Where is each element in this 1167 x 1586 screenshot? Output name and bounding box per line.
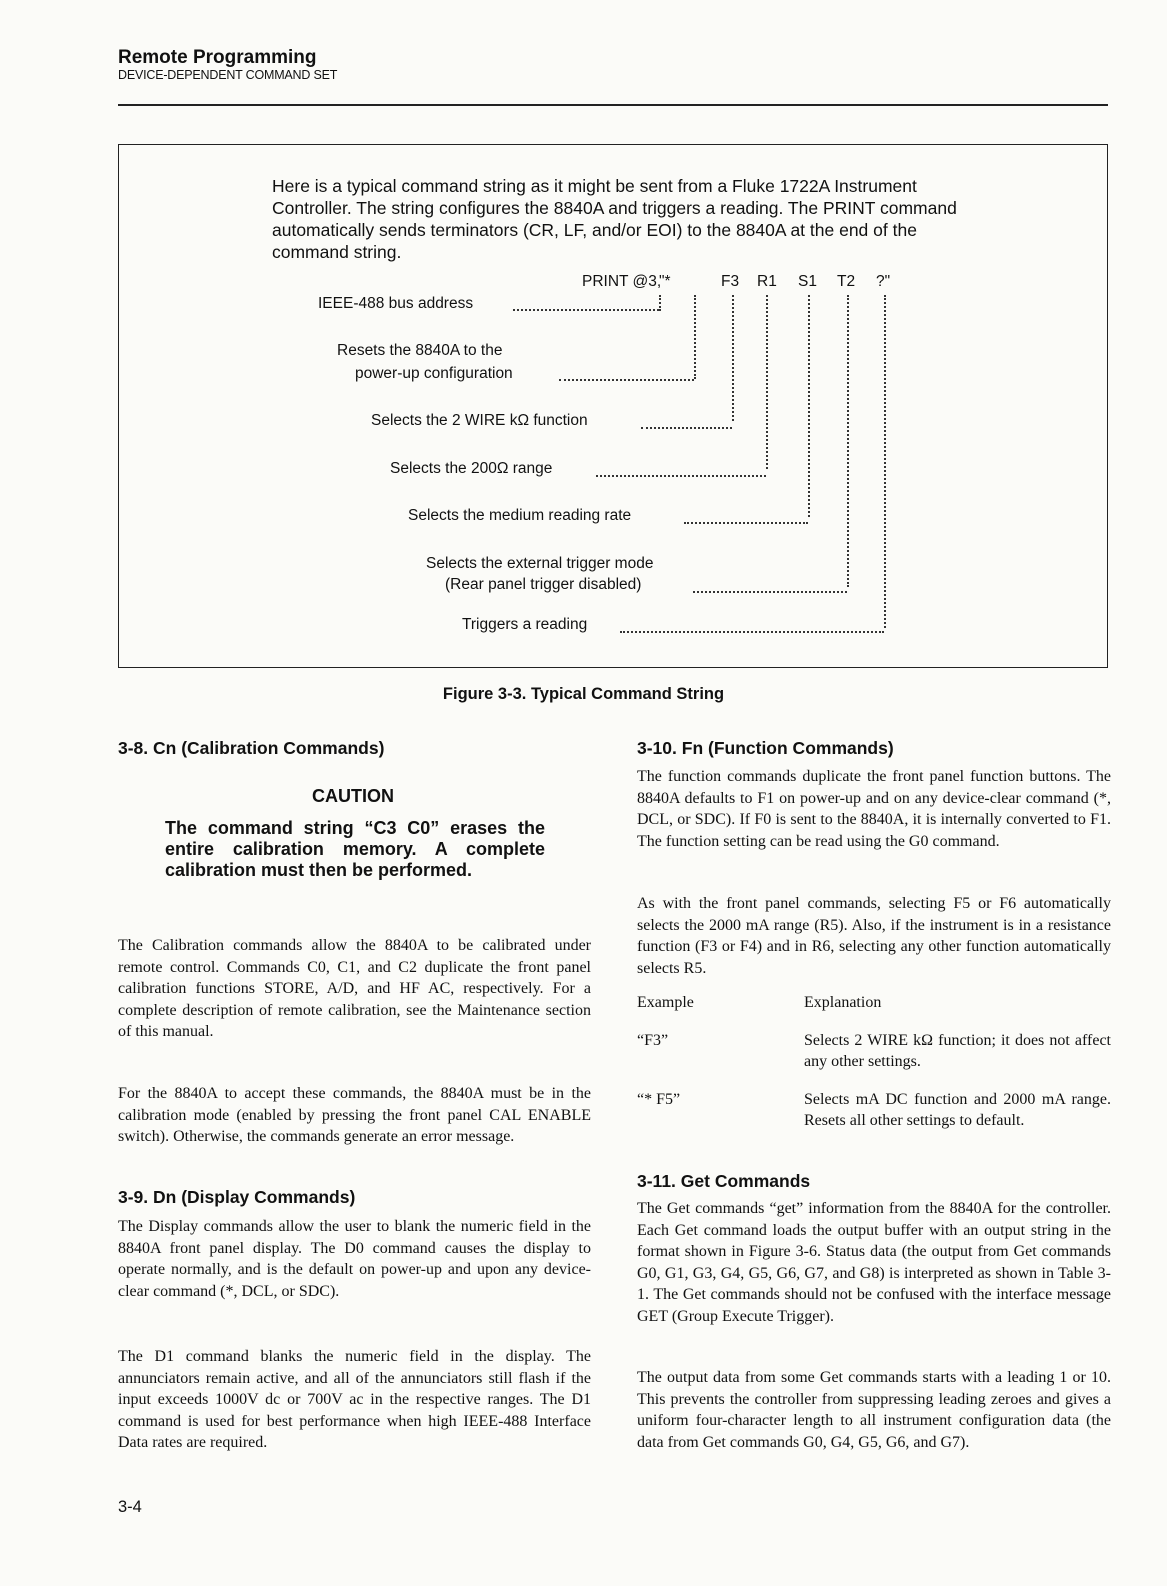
command-token-trigger: ?" xyxy=(876,273,891,290)
desc-trigger-text: Triggers a reading xyxy=(462,616,588,633)
example-2-command: “* F5” xyxy=(637,1091,681,1108)
example-1-command: “F3” xyxy=(637,1032,669,1049)
leader-vertical-reset xyxy=(694,295,696,379)
heading-3-8: 3-8. Cn (Calibration Commands) xyxy=(118,738,385,758)
page-number: 3-4 xyxy=(118,1498,142,1516)
desc-rate xyxy=(408,505,631,526)
explanation-header: Explanation xyxy=(804,994,882,1011)
section-title: Remote Programming xyxy=(118,47,317,68)
leader-vertical-r1 xyxy=(766,295,768,469)
desc-trigger-mode xyxy=(426,553,653,574)
heading-3-11: 3-11. Get Commands xyxy=(637,1171,811,1191)
figure-intro-text: Here is a typical command string as it might be sent from a Fluke 1722A Instrument Controller. The string configures the 8840A and triggers a reading. The PRINT command automatically sends terminators (CR, LF, and/or EOI) to the 8840A at the end of the command string. xyxy=(272,176,957,262)
example-2-explanation: Selects mA DC function and 2000 mA range. Resets all other settings to default. xyxy=(804,1091,1111,1129)
leader-trigger xyxy=(620,631,884,633)
example-1-explanation: Selects 2 WIRE kΩ function; it does not affect any other settings. xyxy=(804,1032,1111,1070)
leader-range xyxy=(596,475,766,477)
leader-vertical-s1 xyxy=(808,295,810,517)
header-divider xyxy=(118,104,1108,106)
heading-3-10: 3-10. Fn (Function Commands) xyxy=(637,738,894,758)
desc-range-text: Selects the 200Ω range xyxy=(390,460,553,477)
desc-trigger-mode-line2: (Rear panel trigger disabled) xyxy=(445,576,642,593)
leader-vertical-f3 xyxy=(732,295,734,421)
figure-3-3-box xyxy=(118,144,1108,668)
command-token-t2: T2 xyxy=(837,273,856,290)
desc-reset-line2-wrap xyxy=(355,363,513,384)
get-paragraph-1: The Get commands “get” information from the 8840A for the controller. Each Get command loads the output buffer with an output string in the format shown in Figure 3-6. Status data (the output from Get commands G0, G1, G3, G4, G5, G6, G7, and G8) is interpreted as shown in Table 3-1. The Get commands should not be confused with the interface message GET (Group Execute Trigger). xyxy=(637,1200,1111,1325)
caution-title: CAUTION xyxy=(312,786,394,806)
calibration-paragraph-2: For the 8840A to accept these commands, the 8840A must be in the calibration mode (enabled by pressing the front panel CAL ENABLE switch). Otherwise, the commands generate an error message. xyxy=(118,1085,591,1145)
figure-intro xyxy=(272,175,992,263)
get-paragraph-2: The output data from some Get commands starts with a leading 1 or 10. This prevents the controller from suppressing leading zeroes and gives a uniform four-character length to all instrument configuration data (the data from Get commands G0, G4, G5, G6, and G7). xyxy=(637,1369,1111,1451)
leader-trigger-mode xyxy=(693,591,847,593)
leader-reset xyxy=(559,379,694,381)
calibration-paragraph-1: The Calibration commands allow the 8840A to be calibrated under remote control. Commands C0, C1, and C2 duplicate the front panel calibration functions STORE, A/D, and HF AC, respectively. For a complete description of remote calibration, see the Maintenance section of this manual. xyxy=(118,937,591,1040)
display-paragraph-2: The D1 command blanks the numeric field in the display. The annunciators remain active, and all of the annunciators still flash if the input exceeds 1000V dc or 700V ac in the respective ranges. The D1 command is used for best performance when high IEEE-488 Interface Data rates are required. xyxy=(118,1348,591,1451)
desc-trigger-mode-line2-wrap xyxy=(445,574,641,595)
example-header: Example xyxy=(637,994,694,1011)
leader-vertical-trigger xyxy=(884,295,886,628)
desc-trigger-mode-line1: Selects the external trigger mode xyxy=(426,555,654,572)
command-token-r1: R1 xyxy=(757,273,777,290)
desc-function xyxy=(371,410,588,431)
desc-reset-line2: power-up configuration xyxy=(355,365,513,382)
command-token-s1: S1 xyxy=(798,273,817,290)
leader-vertical-address xyxy=(659,295,661,311)
desc-trigger xyxy=(462,614,587,635)
desc-rate-text: Selects the medium reading rate xyxy=(408,507,632,524)
display-paragraph-1: The Display commands allow the user to blank the numeric field in the 8840A front panel display. The D0 command causes the display to operate normally, and is the default on power-up and upon any device-clear command (*, DCL, or SDC). xyxy=(118,1218,591,1300)
desc-bus-address-text: IEEE-488 bus address xyxy=(318,295,474,312)
command-token-reset: "* xyxy=(659,273,671,290)
desc-range xyxy=(390,458,552,479)
desc-reset-line1: Resets the 8840A to the xyxy=(337,342,503,359)
figure-caption: Figure 3-3. Typical Command String xyxy=(442,685,725,703)
leader-function xyxy=(641,427,732,429)
desc-bus-address xyxy=(318,293,473,314)
caution-text: The command string “C3 C0” erases the entire calibration memory. A complete calibration must then be performed. xyxy=(165,818,545,880)
command-prefix: PRINT @3, xyxy=(582,273,662,290)
desc-function-text: Selects the 2 WIRE kΩ function xyxy=(371,412,588,429)
function-paragraph-2: As with the front panel commands, selecting F5 or F6 automatically selects the 2000 mA range (R5). Also, if the instrument is in a resistance function (F3 or F4) and in R6, selecting any other function automatically selects R5. xyxy=(637,895,1111,977)
heading-3-9: 3-9. Dn (Display Commands) xyxy=(118,1187,356,1207)
leader-vertical-t2 xyxy=(847,295,849,587)
function-paragraph-1: The function commands duplicate the front panel function buttons. The 8840A defaults to F1 on power-up and on any device-clear command (*, DCL, or SDC). If F0 is sent to the 8840A, it is internally converted to F1. The function setting can be read using the G0 command. xyxy=(637,768,1111,850)
command-token-f3: F3 xyxy=(721,273,740,290)
section-subtitle: DEVICE-DEPENDENT COMMAND SET xyxy=(118,68,338,82)
leader-bus-address xyxy=(513,309,659,311)
desc-reset xyxy=(337,340,502,361)
leader-rate xyxy=(684,522,808,524)
